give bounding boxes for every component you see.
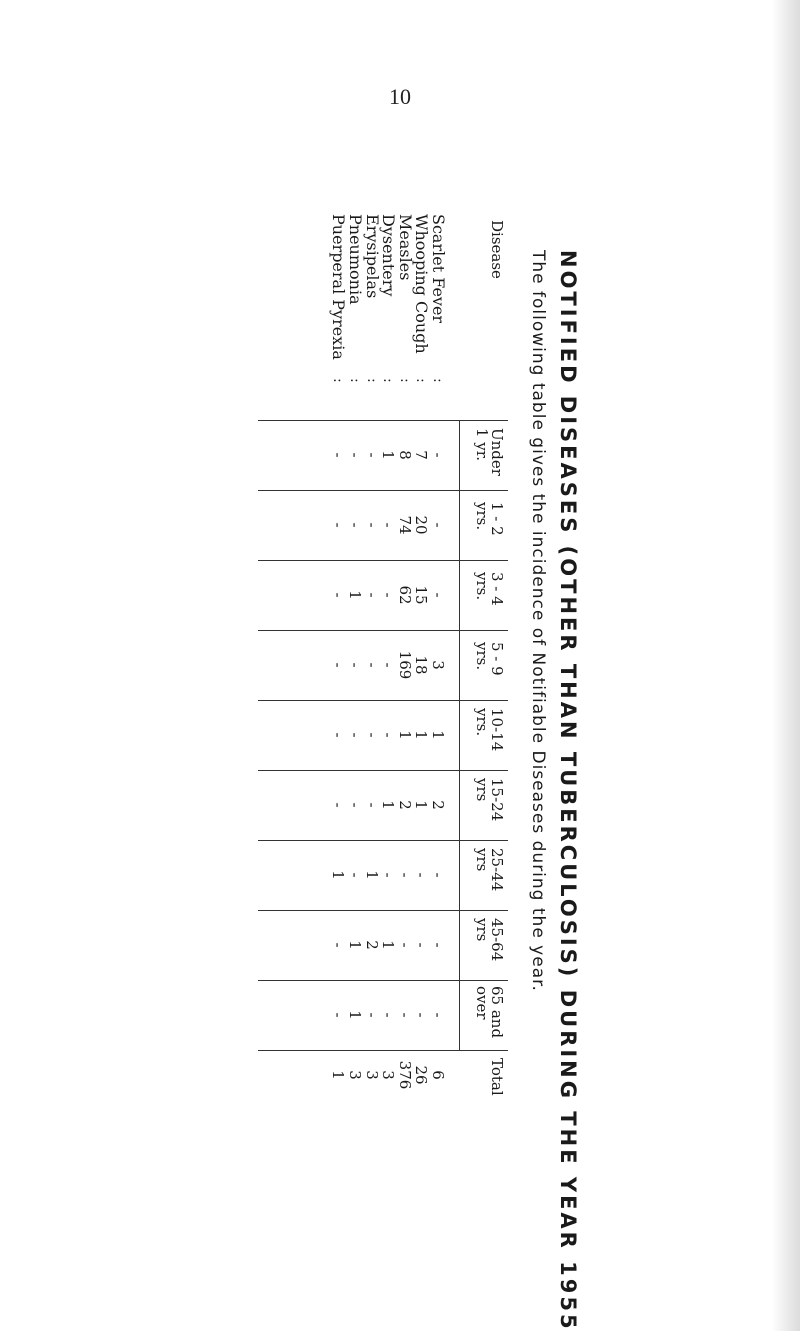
table-cell: 1 — [362, 870, 381, 880]
header-3-4: 3 - 4 yrs. — [473, 572, 506, 606]
table-cell: - — [362, 802, 381, 808]
table-cell: 26 — [412, 1065, 431, 1085]
table-cell: 1 — [379, 800, 398, 810]
table-cell: - — [429, 942, 447, 948]
disease-name: Erysipelas — [362, 214, 382, 299]
disease-name: Puerperal Pyrexia — [329, 214, 349, 360]
table-cell: - — [429, 452, 447, 458]
table-cell: - — [346, 662, 365, 668]
header-rule — [459, 420, 460, 1050]
table-cell: 62 — [395, 585, 414, 605]
table-cell: 2 — [429, 800, 447, 810]
table-cell: 3 — [429, 660, 447, 670]
notified-diseases-table — [258, 210, 508, 1096]
table-cell: - — [379, 592, 398, 598]
column-divider — [258, 840, 508, 841]
table-cell: 8 — [395, 450, 414, 460]
page-title: NOTIFIED DISEASES (OTHER THAN TUBERCULOSIS) DURING THE YEAR 1955 — [556, 250, 580, 1332]
table-cell: 18 — [412, 655, 431, 675]
table-cell: - — [329, 452, 348, 458]
table-cell: - — [362, 592, 381, 598]
column-45-64 — [330, 915, 446, 975]
column-divider — [258, 490, 508, 491]
column-divider — [258, 770, 508, 771]
table-cell: - — [379, 662, 398, 668]
table-cell: 1 — [429, 730, 447, 740]
table-cell: - — [346, 522, 365, 528]
table-cell: - — [379, 872, 398, 878]
table-cell: 3 — [379, 1070, 398, 1080]
rotated-table-section — [260, 190, 580, 1332]
table-cell: 1 — [379, 450, 398, 460]
table-cell: 1 — [346, 590, 365, 600]
disease-name: Measles — [395, 214, 415, 281]
page-subtitle: The following table gives the incidence of Notifiable Diseases during the year. — [528, 250, 548, 992]
table-cell: 376 — [395, 1060, 414, 1090]
column-10-14 — [330, 705, 446, 765]
table-cell: - — [329, 592, 348, 598]
table-cell: - — [329, 942, 348, 948]
table-cell: 1 — [346, 1010, 365, 1020]
table-cell: - — [395, 872, 414, 878]
table-cell: 1 — [412, 730, 431, 740]
table-cell: 2 — [362, 940, 381, 950]
header-25-44: 25-44 yrs — [473, 848, 506, 892]
table-cell: - — [362, 1012, 381, 1018]
column-divider — [258, 630, 508, 631]
table-cell: 1 — [329, 1070, 348, 1080]
table-cell: - — [346, 802, 365, 808]
table-cell: 15 — [412, 585, 431, 605]
column-divider — [258, 700, 508, 701]
table-cell: 20 — [412, 515, 431, 535]
table-cell: 3 — [362, 1070, 381, 1080]
header-under-1: Under 1 yr. — [473, 428, 506, 476]
table-cell: - — [346, 732, 365, 738]
table-cell: - — [329, 732, 348, 738]
leader-dots: : : : : : : : — [330, 378, 446, 383]
disease-name: Pneumonia — [346, 214, 366, 305]
column-15-24 — [330, 775, 446, 835]
table-cell: - — [329, 662, 348, 668]
table-cell: - — [412, 942, 431, 948]
header-65-and-over: 65 and over — [473, 986, 506, 1039]
column-5-9 — [330, 635, 446, 695]
table-cell: - — [362, 522, 381, 528]
header-45-64: 45-64 yrs — [473, 918, 506, 962]
table-cell: - — [429, 592, 447, 598]
header-15-24: 15-24 yrs — [473, 778, 506, 822]
column-divider — [258, 910, 508, 911]
header-10-14: 10-14 yrs. — [473, 708, 506, 752]
table-cell: - — [412, 1012, 431, 1018]
table-cell: - — [329, 802, 348, 808]
table-cell: - — [429, 872, 447, 878]
table-cell: 1 — [412, 800, 431, 810]
table-cell: 7 — [412, 450, 431, 460]
table-cell: - — [379, 1012, 398, 1018]
table-cell: 2 — [395, 800, 414, 810]
disease-name: Dysentery — [379, 214, 399, 297]
column-1-2 — [330, 495, 446, 555]
header-total: Total — [488, 1058, 506, 1096]
column-25-44 — [330, 845, 446, 905]
header-1-2: 1 - 2 yrs. — [473, 502, 506, 536]
column-total — [330, 1045, 446, 1105]
disease-name: Scarlet Fever — [429, 214, 448, 324]
column-divider — [258, 980, 508, 981]
disease-list — [330, 214, 446, 360]
table-cell: 1 — [329, 870, 348, 880]
table-cell: - — [379, 522, 398, 528]
table-cell: 6 — [429, 1070, 447, 1080]
table-cell: 1 — [395, 730, 414, 740]
table-cell: - — [362, 452, 381, 458]
table-cell: - — [346, 872, 365, 878]
disease-name: Whooping Cough — [412, 214, 432, 354]
table-cell: 1 — [379, 940, 398, 950]
table-cell: 169 — [395, 650, 414, 680]
header-disease: Disease — [488, 220, 506, 279]
table-cell: - — [429, 522, 447, 528]
table-cell: 3 — [346, 1070, 365, 1080]
table-cell: 74 — [395, 515, 414, 535]
table-cell: - — [362, 662, 381, 668]
table-cell: - — [395, 1012, 414, 1018]
table-cell: - — [412, 872, 431, 878]
table-cell: - — [395, 942, 414, 948]
page-edge-shadow — [772, 0, 800, 1331]
column-divider — [258, 420, 508, 421]
table-cell: - — [329, 522, 348, 528]
table-cell: - — [429, 1012, 447, 1018]
column-3-4 — [330, 565, 446, 625]
table-cell: - — [329, 1012, 348, 1018]
page-number: 10 — [389, 84, 411, 109]
table-cell: - — [379, 732, 398, 738]
table-cell: 1 — [346, 940, 365, 950]
column-65-and-over — [330, 985, 446, 1045]
column-under-1 — [330, 425, 446, 485]
column-divider — [258, 560, 508, 561]
table-cell: - — [346, 452, 365, 458]
table-cell: - — [362, 732, 381, 738]
header-5-9: 5 - 9 yrs. — [473, 642, 506, 676]
